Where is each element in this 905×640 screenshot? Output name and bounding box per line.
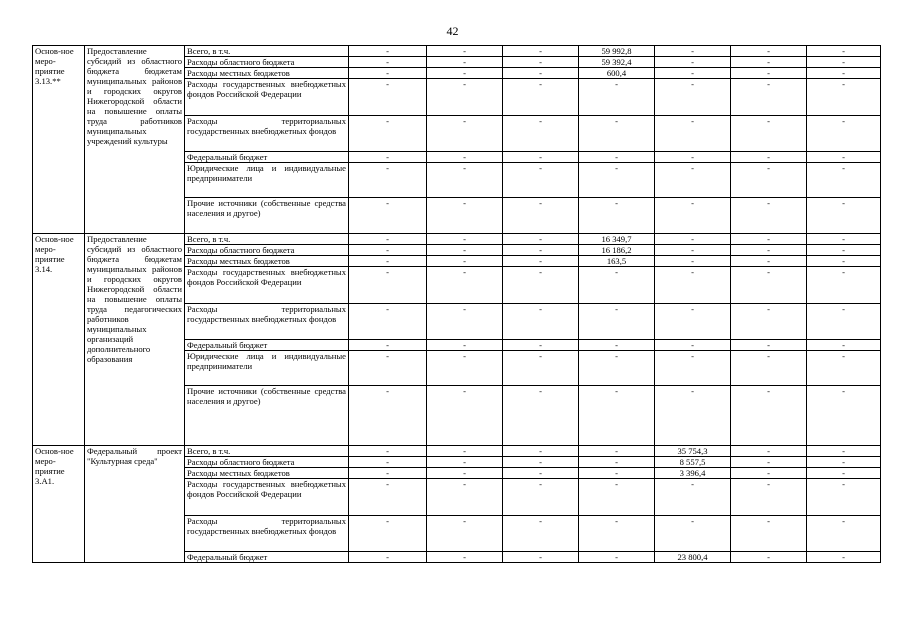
funding-source-cell: Юридические лица и индивидуальные предприниматели [185, 351, 349, 386]
value-cell: - [731, 457, 807, 468]
value-cell: - [731, 304, 807, 340]
funding-source-cell: Расходы государственных внебюджетных фондов Российской Федерации [185, 79, 349, 116]
value-cell: - [807, 198, 881, 234]
value-cell: - [807, 68, 881, 79]
value-cell: - [807, 446, 881, 457]
value-cell: 8 557,5 [655, 457, 731, 468]
value-cell: 3 396,4 [655, 468, 731, 479]
value-cell: - [731, 267, 807, 304]
value-cell: - [503, 267, 579, 304]
funding-source-cell: Расходы государственных внебюджетных фондов Российской Федерации [185, 267, 349, 304]
value-cell: - [349, 340, 427, 351]
value-cell: - [427, 198, 503, 234]
value-cell: - [503, 446, 579, 457]
value-cell: - [427, 68, 503, 79]
value-cell: - [731, 152, 807, 163]
value-cell: - [807, 46, 881, 57]
value-cell: - [503, 57, 579, 68]
value-cell: - [427, 234, 503, 245]
funding-source-cell: Всего, в т.ч. [185, 446, 349, 457]
value-cell: - [731, 446, 807, 457]
value-cell: - [807, 340, 881, 351]
value-cell: - [655, 386, 731, 446]
activity-cell: Основ-ное меро-приятие 3.14. [33, 234, 85, 446]
value-cell: - [807, 457, 881, 468]
funding-source-cell: Федеральный бюджет [185, 152, 349, 163]
value-cell: - [655, 351, 731, 386]
value-cell: - [731, 116, 807, 152]
value-cell: - [349, 68, 427, 79]
value-cell: 600,4 [579, 68, 655, 79]
value-cell: - [503, 46, 579, 57]
value-cell: - [579, 479, 655, 516]
value-cell: - [427, 386, 503, 446]
value-cell: - [427, 256, 503, 267]
value-cell: - [731, 351, 807, 386]
value-cell: - [427, 516, 503, 552]
value-cell: - [807, 479, 881, 516]
value-cell: - [427, 340, 503, 351]
value-cell: - [579, 516, 655, 552]
funding-source-cell: Расходы областного бюджета [185, 457, 349, 468]
value-cell: - [579, 386, 655, 446]
value-cell: - [503, 457, 579, 468]
value-cell: - [427, 351, 503, 386]
value-cell: 23 800,4 [655, 552, 731, 563]
value-cell: - [655, 479, 731, 516]
value-cell: - [655, 57, 731, 68]
funding-source-cell: Расходы государственных внебюджетных фондов Российской Федерации [185, 479, 349, 516]
value-cell: 16 349,7 [579, 234, 655, 245]
funding-source-cell: Юридические лица и индивидуальные предприниматели [185, 163, 349, 198]
value-cell: - [807, 152, 881, 163]
value-cell: - [579, 152, 655, 163]
value-cell: - [349, 245, 427, 256]
funding-source-cell: Расходы местных бюджетов [185, 468, 349, 479]
value-cell: - [503, 152, 579, 163]
value-cell: - [655, 516, 731, 552]
value-cell: - [427, 116, 503, 152]
value-cell: 35 754,3 [655, 446, 731, 457]
value-cell: - [731, 79, 807, 116]
value-cell: - [807, 351, 881, 386]
value-cell: - [427, 152, 503, 163]
value-cell: - [579, 552, 655, 563]
value-cell: - [503, 245, 579, 256]
value-cell: - [349, 516, 427, 552]
value-cell: - [349, 552, 427, 563]
value-cell: - [427, 245, 503, 256]
value-cell: - [503, 552, 579, 563]
table-row [33, 46, 881, 57]
funding-source-cell: Прочие источники (собственные средства населения и другое) [185, 386, 349, 446]
value-cell: - [579, 79, 655, 116]
funding-source-cell: Расходы территориальных государственных внебюджетных фондов [185, 304, 349, 340]
table-row [33, 446, 881, 457]
funding-source-cell: Расходы местных бюджетов [185, 256, 349, 267]
activity-cell: Основ-ное меро-приятие 3.13.** [33, 46, 85, 234]
value-cell: - [579, 116, 655, 152]
value-cell: - [349, 479, 427, 516]
value-cell: - [349, 446, 427, 457]
value-cell: - [349, 386, 427, 446]
value-cell: - [579, 351, 655, 386]
funding-source-cell: Федеральный бюджет [185, 552, 349, 563]
budget-table [32, 45, 881, 563]
activity-name-cell: Предоставление субсидий из областного бюджета бюджетам муниципальных районов и городских округов Нижегородской области на повышение оплаты труда педагогических работников муниципальных организаций дополнительного образования [85, 234, 185, 446]
value-cell: - [731, 245, 807, 256]
value-cell: - [349, 163, 427, 198]
value-cell: - [807, 79, 881, 116]
value-cell: - [807, 386, 881, 446]
value-cell: - [731, 256, 807, 267]
value-cell: - [503, 234, 579, 245]
value-cell: - [503, 351, 579, 386]
funding-source-cell: Расходы местных бюджетов [185, 68, 349, 79]
value-cell: - [503, 68, 579, 79]
value-cell: - [427, 79, 503, 116]
value-cell: - [579, 468, 655, 479]
value-cell: - [807, 516, 881, 552]
value-cell: - [349, 234, 427, 245]
value-cell: - [807, 256, 881, 267]
value-cell: - [427, 468, 503, 479]
value-cell: - [731, 57, 807, 68]
value-cell: - [349, 256, 427, 267]
page-number: 42 [446, 24, 459, 38]
value-cell: - [807, 234, 881, 245]
value-cell: - [427, 304, 503, 340]
activity-cell: Основ-ное меро-приятие 3.А1. [33, 446, 85, 563]
value-cell: - [579, 457, 655, 468]
value-cell: - [427, 552, 503, 563]
value-cell: - [655, 68, 731, 79]
value-cell: - [807, 304, 881, 340]
value-cell: - [731, 479, 807, 516]
funding-source-cell: Расходы территориальных государственных внебюджетных фондов [185, 116, 349, 152]
value-cell: - [655, 304, 731, 340]
value-cell: - [731, 340, 807, 351]
value-cell: - [731, 198, 807, 234]
value-cell: - [731, 163, 807, 198]
value-cell: - [731, 46, 807, 57]
activity-name-cell: Федеральный проект "Культурная среда" [85, 446, 185, 563]
value-cell: - [503, 116, 579, 152]
value-cell: - [807, 267, 881, 304]
value-cell: - [579, 446, 655, 457]
value-cell: - [807, 57, 881, 68]
value-cell: - [655, 152, 731, 163]
value-cell: - [503, 340, 579, 351]
funding-source-cell: Расходы территориальных государственных внебюджетных фондов [185, 516, 349, 552]
value-cell: - [655, 245, 731, 256]
value-cell: - [503, 256, 579, 267]
table-row [33, 234, 881, 245]
value-cell: - [731, 516, 807, 552]
value-cell: - [349, 468, 427, 479]
value-cell: - [427, 479, 503, 516]
value-cell: 59 392,4 [579, 57, 655, 68]
funding-source-cell: Всего, в т.ч. [185, 234, 349, 245]
value-cell: - [655, 234, 731, 245]
value-cell: - [731, 386, 807, 446]
value-cell: - [655, 46, 731, 57]
value-cell: - [349, 46, 427, 57]
value-cell: - [655, 79, 731, 116]
value-cell: - [349, 198, 427, 234]
value-cell: - [655, 163, 731, 198]
value-cell: 16 186,2 [579, 245, 655, 256]
value-cell: - [655, 267, 731, 304]
value-cell: - [427, 57, 503, 68]
value-cell: - [427, 267, 503, 304]
value-cell: - [349, 152, 427, 163]
value-cell: - [807, 552, 881, 563]
funding-source-cell: Расходы областного бюджета [185, 57, 349, 68]
activity-name-cell: Предоставление субсидий из областного бюджета бюджетам муниципальных районов и городских округов Нижегородской области на повышение оплаты труда работников муниципальных учреждений культуры [85, 46, 185, 234]
value-cell: - [349, 304, 427, 340]
value-cell: - [427, 446, 503, 457]
funding-source-cell: Всего, в т.ч. [185, 46, 349, 57]
value-cell: - [503, 163, 579, 198]
value-cell: - [807, 245, 881, 256]
value-cell: - [349, 116, 427, 152]
value-cell: - [427, 46, 503, 57]
value-cell: - [731, 552, 807, 563]
value-cell: - [427, 163, 503, 198]
funding-source-cell: Федеральный бюджет [185, 340, 349, 351]
value-cell: - [349, 57, 427, 68]
value-cell: - [579, 340, 655, 351]
value-cell: - [349, 267, 427, 304]
value-cell: - [731, 68, 807, 79]
value-cell: - [579, 304, 655, 340]
value-cell: - [655, 340, 731, 351]
value-cell: - [349, 351, 427, 386]
value-cell: - [579, 163, 655, 198]
value-cell: - [655, 116, 731, 152]
value-cell: - [731, 468, 807, 479]
value-cell: - [503, 516, 579, 552]
table-body [33, 46, 881, 563]
value-cell: - [503, 79, 579, 116]
value-cell: 59 992,8 [579, 46, 655, 57]
value-cell: - [579, 198, 655, 234]
value-cell: - [503, 479, 579, 516]
value-cell: - [579, 267, 655, 304]
funding-source-cell: Прочие источники (собственные средства населения и другое) [185, 198, 349, 234]
value-cell: - [349, 457, 427, 468]
value-cell: - [503, 304, 579, 340]
value-cell: - [731, 234, 807, 245]
value-cell: - [807, 116, 881, 152]
value-cell: - [503, 198, 579, 234]
value-cell: - [655, 256, 731, 267]
funding-source-cell: Расходы областного бюджета [185, 245, 349, 256]
value-cell: - [427, 457, 503, 468]
value-cell: - [655, 198, 731, 234]
value-cell: - [503, 386, 579, 446]
value-cell: 163,5 [579, 256, 655, 267]
value-cell: - [503, 468, 579, 479]
value-cell: - [807, 163, 881, 198]
value-cell: - [349, 79, 427, 116]
value-cell: - [807, 468, 881, 479]
